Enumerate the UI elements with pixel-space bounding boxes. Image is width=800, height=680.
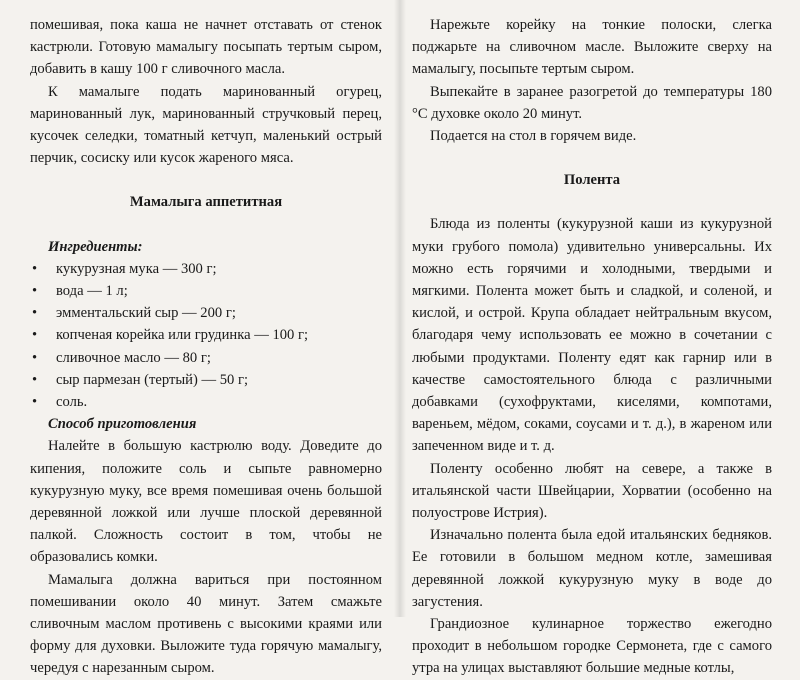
method-heading: Способ приготовления	[48, 416, 197, 433]
paragraph: Мамалыга должна вариться при постоянном помешивании около 40 минут. Затем смажьте сливочным маслом противень с высокими краями или форму для духовки. Выложите туда горячую мамалыгу, чередуя с нарезанным сыром.	[30, 571, 382, 677]
paragraph: Налейте в большую кастрюлю воду. Доведите до кипения, положите соль и сыпьте равномерно кукурузную муку, все время помешивая очень большой деревянной ложкой или лучше плоской деревянной палкой. Сложность состоит в том, чтобы не образовались комки.	[30, 438, 382, 566]
spacer	[30, 214, 382, 236]
list-item: • кукурузная мука — 300 г;	[30, 258, 382, 280]
list-item: • эмментальский сыр — 200 г;	[30, 302, 382, 324]
paragraph: Подается на стол в горячем виде.	[430, 128, 637, 145]
ingredients-list	[30, 258, 382, 413]
spacer	[412, 191, 772, 213]
paragraph: Блюда из поленты (кукурузной каши из кукурузной муки грубого помола) удивительно универсальны. Их можно есть горячими и холодными, твердыми и мягкими. Полента может быть и сладкой, и соленой, и кислой, и острой. Крупа обладает нейтральным вкусом, благодаря чему использовать ее можно в сочетании с любыми продуктами. Поленту едят как гарнир или в качестве самостоятельного блюда с различными добавками (сухофруктами, киселями, компотами, вареньем, мёдом, соками, соусами и т. д.), в жареном или запеченном виде и т. д.	[412, 216, 772, 455]
list-item: • сливочное масло — 80 г;	[30, 347, 382, 369]
left-page	[30, 14, 382, 680]
paragraph: помешивая, пока каша не начнет отставать от стенок кастрюли. Готовую мамалыгу посыпать тертым сыром, добавить в кашу 100 г сливочного масла.	[30, 17, 382, 78]
list-item: • сыр пармезан (тертый) — 50 г;	[30, 369, 382, 391]
ingredients-heading: Ингредиенты:	[48, 238, 143, 255]
right-page	[412, 14, 772, 680]
spacer	[30, 169, 382, 191]
list-item: • соль.	[30, 391, 382, 413]
paragraph: Выпекайте в заранее разогретой до температуры 180 °С духовке около 20 минут.	[412, 83, 772, 122]
book-gutter	[394, 0, 406, 617]
paragraph: Нарежьте корейку на тонкие полоски, слегка поджарьте на сливочном масле. Выложите сверху на мамалыгу, посыпьте тертым сыром.	[412, 17, 772, 78]
section-title: Полента	[563, 172, 621, 189]
spacer	[412, 147, 772, 169]
list-item: • копченая корейка или грудинка — 100 г;	[30, 324, 382, 346]
paragraph: К мамалыге подать маринованный огурец, маринованный лук, маринованный стручковый перец, кусочек селедки, томатный кетчуп, маленький острый перчик, сосиску или кусок жареного мяса.	[30, 83, 382, 167]
recipe-title: Мамалыга аппетитная	[129, 194, 283, 211]
paragraph: Грандиозное кулинарное торжество ежегодно проходит в небольшом городке Сермонета, где с самого утра на улицах выставляют большие медные котлы,	[412, 616, 772, 677]
list-item: • вода — 1 л;	[30, 280, 382, 302]
paragraph: Поленту особенно любят на севере, а также в итальянской части Швейцарии, Хорватии (особенно на полуострове Истрия).	[412, 460, 772, 522]
paragraph: Изначально полента была едой итальянских бедняков. Ее готовили в большом медном котле, замешивая деревянной ложкой кукурузную муку в воде до загустения.	[412, 527, 772, 610]
